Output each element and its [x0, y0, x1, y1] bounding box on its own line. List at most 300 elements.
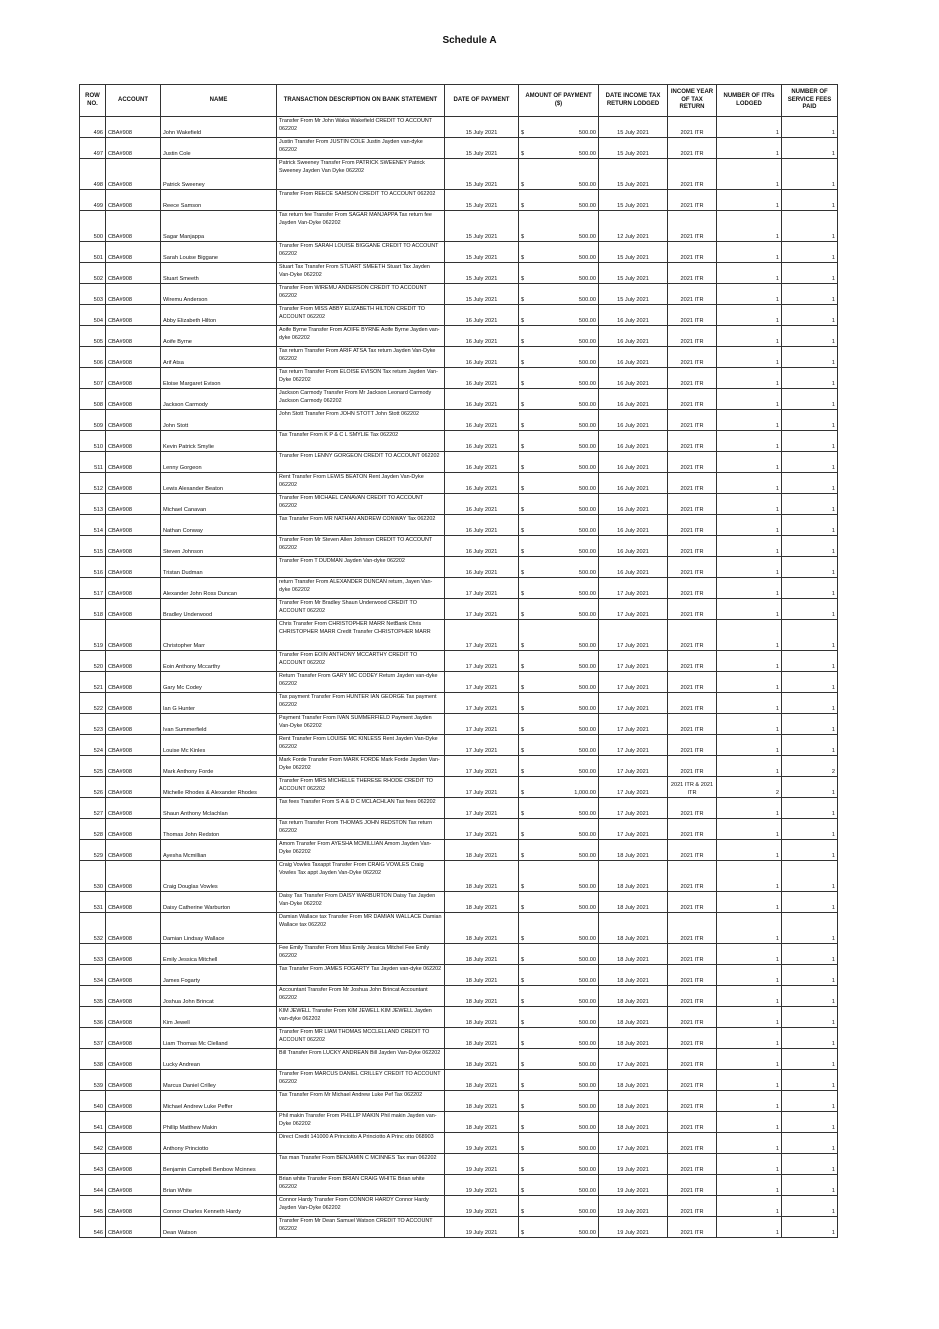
income-year-cell-text: 2021 ITR — [680, 338, 704, 345]
date-lodged-cell: 17 July 2021 — [599, 620, 668, 651]
description-cell: Transfer From MARCUS DANIEL CRILLEY CREDIT TO ACCOUNT 062202 — [277, 1070, 445, 1091]
income-year-cell-text: 2021 ITR — [680, 254, 704, 261]
date-of-payment-cell: 18 July 2021 — [445, 861, 519, 892]
income-year-cell — [668, 347, 717, 368]
num-fees-cell: 1 — [782, 389, 838, 410]
description-cell: Tax return Transfer From ELOISE EVISON Tax return Jayden Van-Dyke 062202 — [277, 368, 445, 389]
income-year-cell — [668, 1217, 717, 1238]
account-cell: CBA#908 — [106, 494, 161, 515]
date-of-payment-cell: 15 July 2021 — [445, 190, 519, 211]
income-year-cell — [668, 777, 717, 798]
num-itrs-cell: 1 — [717, 1133, 782, 1154]
amount-cell — [519, 1070, 599, 1091]
currency-symbol: $ — [521, 401, 525, 408]
name-cell-text: Michelle Rhodes & Alexander Rhodes — [163, 789, 257, 796]
num-fees-cell: 1 — [782, 599, 838, 620]
amount-cell — [519, 515, 599, 536]
name-cell — [161, 1154, 277, 1175]
income-year-cell-text: 2021 ITR — [680, 1019, 704, 1026]
amount-cell — [519, 965, 599, 986]
date-of-payment-cell: 19 July 2021 — [445, 1154, 519, 1175]
date-lodged-cell: 16 July 2021 — [599, 431, 668, 452]
date-of-payment-cell: 17 July 2021 — [445, 819, 519, 840]
table-row — [80, 557, 838, 578]
account-cell: CBA#908 — [106, 211, 161, 242]
income-year-cell — [668, 117, 717, 138]
name-cell-text: Brian White — [163, 1187, 192, 1194]
num-fees-cell: 1 — [782, 693, 838, 714]
date-of-payment-cell: 17 July 2021 — [445, 798, 519, 819]
currency-symbol: $ — [521, 485, 525, 492]
table-row — [80, 389, 838, 410]
currency-symbol: $ — [521, 548, 525, 555]
amount-cell — [519, 410, 599, 431]
name-cell-text: Thomas John Redston — [163, 831, 220, 838]
num-fees-cell: 1 — [782, 159, 838, 190]
name-cell-text: Justin Cole — [163, 150, 191, 157]
name-cell — [161, 798, 277, 819]
date-of-payment-cell: 19 July 2021 — [445, 1196, 519, 1217]
name-cell-text: Joshua John Brincat — [163, 998, 214, 1005]
row-number: 519 — [80, 620, 106, 651]
name-cell-text: Bradley Underwood — [163, 611, 213, 618]
account-cell: CBA#908 — [106, 557, 161, 578]
amount-cell — [519, 756, 599, 777]
date-lodged-cell: 16 July 2021 — [599, 326, 668, 347]
amount-value: 500.00 — [578, 1166, 596, 1173]
amount-value: 500.00 — [578, 1187, 596, 1194]
row-number: 506 — [80, 347, 106, 368]
amount-value: 500.00 — [578, 202, 596, 209]
amount-cell — [519, 368, 599, 389]
name-cell — [161, 284, 277, 305]
account-cell: CBA#908 — [106, 1049, 161, 1070]
date-of-payment-cell: 16 July 2021 — [445, 494, 519, 515]
description-cell: Transfer From WIREMU ANDERSON CREDIT TO ACCOUNT 062202 — [277, 284, 445, 305]
income-year-cell-text: 2021 ITR — [680, 904, 704, 911]
income-year-cell-text: 2021 ITR — [680, 1040, 704, 1047]
name-cell-text: Daisy Catherine Warburton — [163, 904, 231, 911]
date-of-payment-cell: 15 July 2021 — [445, 263, 519, 284]
date-lodged-cell: 16 July 2021 — [599, 368, 668, 389]
date-lodged-cell: 17 July 2021 — [599, 1049, 668, 1070]
amount-cell — [519, 494, 599, 515]
row-number: 532 — [80, 913, 106, 944]
currency-symbol: $ — [521, 275, 525, 282]
income-year-cell-text: 2021 ITR — [680, 422, 704, 429]
amount-value: 500.00 — [578, 726, 596, 733]
table-row — [80, 536, 838, 557]
description-cell: Tax Transfer From JAMES FOGARTY Tax Jayden van-dyke 062202 — [277, 965, 445, 986]
num-fees-cell: 1 — [782, 431, 838, 452]
income-year-cell — [668, 735, 717, 756]
account-cell: CBA#908 — [106, 1091, 161, 1112]
num-itrs-cell: 1 — [717, 1154, 782, 1175]
name-cell — [161, 714, 277, 735]
account-cell: CBA#908 — [106, 284, 161, 305]
income-year-cell-text: 2021 ITR — [680, 380, 704, 387]
table-row — [80, 1049, 838, 1070]
row-number: 536 — [80, 1007, 106, 1028]
account-cell: CBA#908 — [106, 1112, 161, 1133]
name-cell-text: Mark Anthony Forde — [163, 768, 214, 775]
name-cell-text: Reece Samson — [163, 202, 202, 209]
amount-cell — [519, 735, 599, 756]
name-cell — [161, 347, 277, 368]
date-of-payment-cell: 16 July 2021 — [445, 305, 519, 326]
table-row — [80, 242, 838, 263]
row-number: 496 — [80, 117, 106, 138]
date-of-payment-cell: 17 July 2021 — [445, 693, 519, 714]
income-year-cell — [668, 965, 717, 986]
description-cell: Connor Hardy Transfer From CONNOR HARDY Connor Hardy Jayden Van-Dyke 062202 — [277, 1196, 445, 1217]
table-row — [80, 756, 838, 777]
account-cell: CBA#908 — [106, 1070, 161, 1091]
income-year-cell — [668, 892, 717, 913]
amount-cell — [519, 620, 599, 651]
currency-symbol: $ — [521, 202, 525, 209]
name-cell — [161, 913, 277, 944]
name-cell-text: Eoin Anthony Mccarthy — [163, 663, 221, 670]
num-itrs-cell: 1 — [717, 389, 782, 410]
name-cell-text: Liam Thomas Mc Clelland — [163, 1040, 228, 1047]
num-fees-cell: 1 — [782, 494, 838, 515]
description-cell: Tax Transfer From MR NATHAN ANDREW CONWAY Tax 062202 — [277, 515, 445, 536]
num-fees-cell: 1 — [782, 1028, 838, 1049]
date-lodged-cell: 18 July 2021 — [599, 944, 668, 965]
name-cell — [161, 735, 277, 756]
currency-symbol: $ — [521, 1145, 525, 1152]
amount-cell — [519, 714, 599, 735]
name-cell — [161, 326, 277, 347]
description-cell: Transfer From Mr Dean Samuel Watson CREDIT TO ACCOUNT 062202 — [277, 1217, 445, 1238]
currency-symbol: $ — [521, 1019, 525, 1026]
income-year-cell-text: 2021 ITR — [680, 642, 704, 649]
name-cell-text: Connor Charles Kenneth Hardy — [163, 1208, 242, 1215]
table-row — [80, 284, 838, 305]
schedule-table — [79, 84, 838, 1238]
date-of-payment-cell: 17 July 2021 — [445, 735, 519, 756]
name-cell — [161, 651, 277, 672]
name-cell — [161, 431, 277, 452]
account-cell: CBA#908 — [106, 1175, 161, 1196]
date-lodged-cell: 16 July 2021 — [599, 410, 668, 431]
name-cell-text: Marcus Daniel Crilley — [163, 1082, 216, 1089]
name-cell-text: Ayesha Mcmillian — [163, 852, 207, 859]
amount-value: 500.00 — [578, 590, 596, 597]
amount-cell — [519, 599, 599, 620]
description-cell: Brian white Transfer From BRIAN CRAIG WHITE Brian white 062202 — [277, 1175, 445, 1196]
currency-symbol: $ — [521, 150, 525, 157]
amount-value: 500.00 — [578, 977, 596, 984]
name-cell-text: Stuart Smeeth — [163, 275, 199, 282]
num-itrs-cell: 1 — [717, 515, 782, 536]
name-cell — [161, 473, 277, 494]
income-year-cell — [668, 494, 717, 515]
date-lodged-cell: 15 July 2021 — [599, 284, 668, 305]
row-number: 512 — [80, 473, 106, 494]
num-fees-cell: 1 — [782, 452, 838, 473]
account-cell: CBA#908 — [106, 578, 161, 599]
date-lodged-cell: 18 July 2021 — [599, 861, 668, 892]
description-cell: Amom Transfer From AYESHA MCMILLIAN Amom Jayden Van-Dyke 062202 — [277, 840, 445, 861]
currency-symbol: $ — [521, 883, 525, 890]
date-lodged-cell: 15 July 2021 — [599, 117, 668, 138]
currency-symbol: $ — [521, 1208, 525, 1215]
table-row — [80, 494, 838, 515]
currency-symbol: $ — [521, 768, 525, 775]
name-cell-text: Michael Canavan — [163, 506, 207, 513]
income-year-cell — [668, 651, 717, 672]
amount-cell — [519, 693, 599, 714]
table-row — [80, 892, 838, 913]
num-fees-cell: 1 — [782, 672, 838, 693]
row-number: 520 — [80, 651, 106, 672]
num-fees-cell: 1 — [782, 515, 838, 536]
income-year-cell — [668, 1154, 717, 1175]
income-year-cell — [668, 620, 717, 651]
name-cell — [161, 159, 277, 190]
date-of-payment-cell: 17 July 2021 — [445, 756, 519, 777]
amount-cell — [519, 819, 599, 840]
header-num-fees: NUMBER OF SERVICE FEES PAID — [782, 85, 838, 117]
name-cell — [161, 819, 277, 840]
num-fees-cell: 1 — [782, 1007, 838, 1028]
table-header-row — [80, 85, 838, 117]
income-year-cell — [668, 368, 717, 389]
table-row — [80, 1196, 838, 1217]
currency-symbol: $ — [521, 1187, 525, 1194]
income-year-cell-text: 2021 ITR — [680, 485, 704, 492]
name-cell — [161, 117, 277, 138]
num-fees-cell: 1 — [782, 1196, 838, 1217]
amount-cell — [519, 798, 599, 819]
income-year-cell-text: 2021 ITR — [680, 684, 704, 691]
description-cell: Tax return Transfer From THOMAS JOHN REDSTON Tax return 062202 — [277, 819, 445, 840]
num-fees-cell: 1 — [782, 651, 838, 672]
amount-cell — [519, 1112, 599, 1133]
income-year-cell-text: 2021 ITR — [680, 705, 704, 712]
account-cell: CBA#908 — [106, 305, 161, 326]
account-cell: CBA#908 — [106, 840, 161, 861]
amount-value: 500.00 — [578, 956, 596, 963]
income-year-cell — [668, 242, 717, 263]
name-cell — [161, 599, 277, 620]
amount-value: 500.00 — [578, 338, 596, 345]
table-row — [80, 159, 838, 190]
amount-value: 500.00 — [578, 611, 596, 618]
table-row — [80, 138, 838, 159]
income-year-cell-text: 2021 ITR — [680, 747, 704, 754]
table-row — [80, 1112, 838, 1133]
table-row — [80, 819, 838, 840]
row-number: 509 — [80, 410, 106, 431]
account-cell: CBA#908 — [106, 672, 161, 693]
num-fees-cell: 1 — [782, 190, 838, 211]
row-number: 526 — [80, 777, 106, 798]
account-cell: CBA#908 — [106, 190, 161, 211]
income-year-cell-text: 2021 ITR — [680, 1187, 704, 1194]
amount-value: 500.00 — [578, 485, 596, 492]
account-cell: CBA#908 — [106, 159, 161, 190]
num-itrs-cell: 1 — [717, 1049, 782, 1070]
name-cell — [161, 211, 277, 242]
num-fees-cell: 1 — [782, 1112, 838, 1133]
date-lodged-cell: 16 July 2021 — [599, 305, 668, 326]
name-cell-text: Aoife Byrne — [163, 338, 192, 345]
date-lodged-cell: 15 July 2021 — [599, 190, 668, 211]
table-row — [80, 1007, 838, 1028]
row-number: 522 — [80, 693, 106, 714]
description-cell: Chris Transfer From CHRISTOPHER MARR NetBank Chris CHRISTOPHER MARR Credit Transfer CHRISTOPHER MARR — [277, 620, 445, 651]
description-cell: return Transfer From ALEXANDER DUNCAN return, Jayen Van-dyke 062202 — [277, 578, 445, 599]
num-itrs-cell: 1 — [717, 1091, 782, 1112]
table-row — [80, 986, 838, 1007]
currency-symbol: $ — [521, 1229, 525, 1236]
name-cell-text: Ivan Summerfield — [163, 726, 207, 733]
table-body — [80, 117, 838, 1238]
name-cell — [161, 368, 277, 389]
num-fees-cell: 1 — [782, 986, 838, 1007]
num-fees-cell: 1 — [782, 913, 838, 944]
income-year-cell-text: 2021 ITR — [680, 1124, 704, 1131]
num-fees-cell: 1 — [782, 263, 838, 284]
description-cell: Transfer From REECE SAMSON CREDIT TO ACCOUNT 062202 — [277, 190, 445, 211]
num-itrs-cell: 1 — [717, 410, 782, 431]
description-cell: John Stott Transfer From JOHN STOTT John Stott 062202 — [277, 410, 445, 431]
name-cell — [161, 944, 277, 965]
row-number: 538 — [80, 1049, 106, 1070]
name-cell — [161, 1028, 277, 1049]
num-itrs-cell: 1 — [717, 913, 782, 944]
name-cell-text: Sagar Manjappa — [163, 233, 205, 240]
date-of-payment-cell: 15 July 2021 — [445, 138, 519, 159]
table-row — [80, 1091, 838, 1112]
name-cell — [161, 1049, 277, 1070]
date-lodged-cell: 19 July 2021 — [599, 1217, 668, 1238]
num-fees-cell: 1 — [782, 578, 838, 599]
num-itrs-cell: 1 — [717, 284, 782, 305]
income-year-cell — [668, 693, 717, 714]
row-number: 529 — [80, 840, 106, 861]
income-year-cell-text: 2021 ITR — [680, 977, 704, 984]
currency-symbol: $ — [521, 129, 525, 136]
row-number: 511 — [80, 452, 106, 473]
currency-symbol: $ — [521, 935, 525, 942]
income-year-cell-text: 2021 ITR — [680, 506, 704, 513]
amount-cell — [519, 1091, 599, 1112]
row-number: 539 — [80, 1070, 106, 1091]
name-cell — [161, 494, 277, 515]
income-year-cell — [668, 557, 717, 578]
row-number: 513 — [80, 494, 106, 515]
num-fees-cell: 1 — [782, 117, 838, 138]
income-year-cell — [668, 1070, 717, 1091]
name-cell-text: Eloise Margaret Evison — [163, 380, 221, 387]
row-number: 534 — [80, 965, 106, 986]
income-year-cell — [668, 714, 717, 735]
description-cell: Bill Transfer From LUCKY ANDREAN Bill Jayden Van-Dyke 062202 — [277, 1049, 445, 1070]
row-number: 514 — [80, 515, 106, 536]
account-cell: CBA#908 — [106, 389, 161, 410]
amount-cell — [519, 1049, 599, 1070]
income-year-cell-text: 2021 ITR — [680, 1166, 704, 1173]
name-cell-text: John Wakefield — [163, 129, 202, 136]
description-cell: Tax man Transfer From BENJAMIN C MCINNES Tax man 062202 — [277, 1154, 445, 1175]
currency-symbol: $ — [521, 1166, 525, 1173]
num-fees-cell: 1 — [782, 326, 838, 347]
num-fees-cell: 1 — [782, 735, 838, 756]
date-of-payment-cell: 18 July 2021 — [445, 913, 519, 944]
row-number: 516 — [80, 557, 106, 578]
date-lodged-cell: 15 July 2021 — [599, 159, 668, 190]
num-fees-cell: 1 — [782, 819, 838, 840]
account-cell: CBA#908 — [106, 777, 161, 798]
currency-symbol: $ — [521, 254, 525, 261]
date-of-payment-cell: 16 July 2021 — [445, 368, 519, 389]
num-itrs-cell: 1 — [717, 944, 782, 965]
description-cell: Transfer From MR LIAM THOMAS MCCLELLAND CREDIT TO ACCOUNT 062202 — [277, 1028, 445, 1049]
date-of-payment-cell: 18 July 2021 — [445, 1091, 519, 1112]
currency-symbol: $ — [521, 611, 525, 618]
date-lodged-cell: 16 July 2021 — [599, 389, 668, 410]
amount-value: 1,000.00 — [574, 789, 596, 796]
date-of-payment-cell: 17 July 2021 — [445, 620, 519, 651]
currency-symbol: $ — [521, 1124, 525, 1131]
header-income-year: INCOME YEAR OF TAX RETURN — [668, 85, 717, 117]
row-number: 501 — [80, 242, 106, 263]
name-cell-text: Michael Andrew Luke Peffer — [163, 1103, 233, 1110]
currency-symbol: $ — [521, 663, 525, 670]
income-year-cell-text: 2021 ITR & 2021 ITR — [670, 781, 714, 796]
income-year-cell-text: 2021 ITR — [680, 1145, 704, 1152]
income-year-cell-text: 2021 ITR — [680, 464, 704, 471]
table-row — [80, 515, 838, 536]
income-year-cell-text: 2021 ITR — [680, 935, 704, 942]
income-year-cell-text: 2021 ITR — [680, 296, 704, 303]
income-year-cell — [668, 452, 717, 473]
table-row — [80, 944, 838, 965]
date-of-payment-cell: 16 July 2021 — [445, 326, 519, 347]
num-fees-cell: 1 — [782, 1133, 838, 1154]
name-cell — [161, 1070, 277, 1091]
amount-cell — [519, 389, 599, 410]
income-year-cell — [668, 1049, 717, 1070]
amount-value: 500.00 — [578, 705, 596, 712]
income-year-cell-text: 2021 ITR — [680, 1208, 704, 1215]
income-year-cell — [668, 190, 717, 211]
num-fees-cell: 1 — [782, 861, 838, 892]
name-cell — [161, 242, 277, 263]
description-cell: Transfer From EOIN ANTHONY MCCARTHY CREDIT TO ACCOUNT 062202 — [277, 651, 445, 672]
date-lodged-cell: 18 July 2021 — [599, 1007, 668, 1028]
table-row — [80, 473, 838, 494]
description-cell: Aoife Byrne Transfer From AOIFE BYRNE Aoife Byrne Jayden van-dyke 062202 — [277, 326, 445, 347]
num-fees-cell: 1 — [782, 557, 838, 578]
account-cell: CBA#908 — [106, 798, 161, 819]
num-fees-cell: 1 — [782, 944, 838, 965]
table-row — [80, 452, 838, 473]
name-cell-text: Shaun Anthony Mclachlan — [163, 810, 228, 817]
amount-cell — [519, 190, 599, 211]
income-year-cell-text: 2021 ITR — [680, 275, 704, 282]
name-cell — [161, 305, 277, 326]
currency-symbol: $ — [521, 684, 525, 691]
amount-value: 500.00 — [578, 768, 596, 775]
income-year-cell — [668, 410, 717, 431]
amount-cell — [519, 840, 599, 861]
description-cell: Transfer From MICHAEL CANAVAN CREDIT TO ACCOUNT 062202 — [277, 494, 445, 515]
